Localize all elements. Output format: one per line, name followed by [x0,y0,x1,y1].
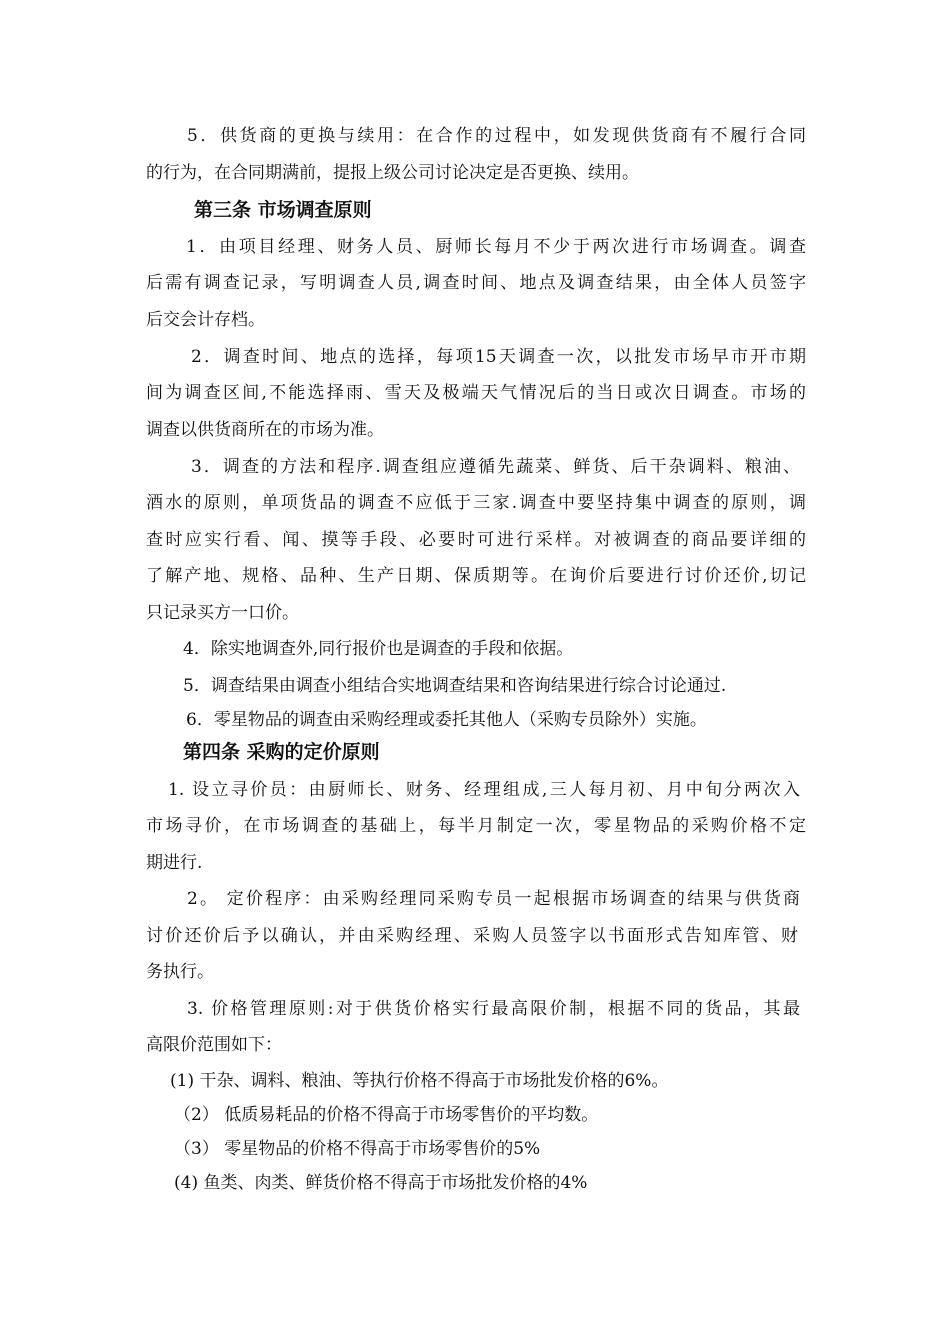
paragraph-line: 5．调查结果由调查小组结合实地调查结果和咨询结果进行综合讨论通过. [183,676,727,696]
section-heading: 第四条 采购的定价原则 [183,741,380,763]
paragraph-line: 4．除实地调查外,同行报价也是调查的手段和依据。 [183,639,574,659]
paragraph-line: 查时应实行看、闻、摸等手段、必要时可进行采样。对被调查的商品要详细的 [146,530,806,550]
list-item: (1) 干杂、调料、粮油、等执行价格不得高于市场批发价格的6%。 [170,1071,669,1091]
paragraph-line: 只记录买方一口价。 [146,603,299,623]
paragraph-line: 期进行. [146,853,203,873]
paragraph-line: 间为调查区间,不能选择雨、雪天及极端天气情况后的当日或次日调查。市场的 [146,383,806,403]
list-item: (4) 鱼类、肉类、鲜货价格不得高于市场批发价格的4% [174,1173,588,1193]
paragraph-line: 务执行。 [146,962,214,982]
paragraph-line: 高限价范围如下： [146,1035,282,1055]
paragraph-line: 了解产地、规格、品种、生产日期、保质期等。在询价后要进行讨价还价,切记 [146,566,806,586]
section-heading: 第三条 市场调查原则 [194,199,372,221]
paragraph-line: 2．调查时间、地点的选择，每项15天调查一次，以批发市场早市开市期 [191,347,806,367]
paragraph-line: 的行为，在合同期满前，提报上级公司讨论决定是否更换、续用。 [146,163,639,183]
paragraph-line: 讨价还价后予以确认，并由采购经理、采购人员签字以书面形式告知库管、财 [146,926,798,946]
paragraph-line: 3．调查的方法和程序.调查组应遵循先蔬菜、鲜货、后干杂调料、粮油、 [191,457,800,477]
list-item: （3） 零星物品的价格不得高于市场零售价的5% [174,1139,541,1159]
paragraph-line: 2。 定价程序：由采购经理同采购专员一起根据市场调查的结果与供货商 [187,889,800,909]
paragraph-line: 6．零星物品的调查由采购经理或委托其他人（采购专员除外）实施。 [186,710,707,730]
paragraph-line: 市场寻价，在市场调查的基础上，每半月制定一次，零星物品的采购价格不定 [146,816,806,836]
list-item: （2） 低质易耗品的价格不得高于市场零售价的平均数。 [174,1105,599,1125]
paragraph-line: 5．供货商的更换与续用：在合作的过程中，如发现供货商有不履行合同 [187,126,806,146]
paragraph-line: 酒水的原则，单项货品的调查不应低于三家.调查中要坚持集中调查的原则，调 [146,493,806,513]
paragraph-line: 调查以供货商所在的市场为准。 [146,420,384,440]
paragraph-line: 1．由项目经理、财务人员、厨师长每月不少于两次进行市场调查。调查 [186,237,806,257]
paragraph-line: 后需有调查记录，写明调查人员,调查时间、地点及调查结果，由全体人员签字 [146,273,806,293]
paragraph-line: 1. 设立寻价员：由厨师长、财务、经理组成,三人每月初、月中旬分两次入 [168,780,800,800]
paragraph-line: 后交会计存档。 [146,310,265,330]
paragraph-line: 3. 价格管理原则:对于供货价格实行最高限价制，根据不同的货品，其最 [187,999,800,1019]
